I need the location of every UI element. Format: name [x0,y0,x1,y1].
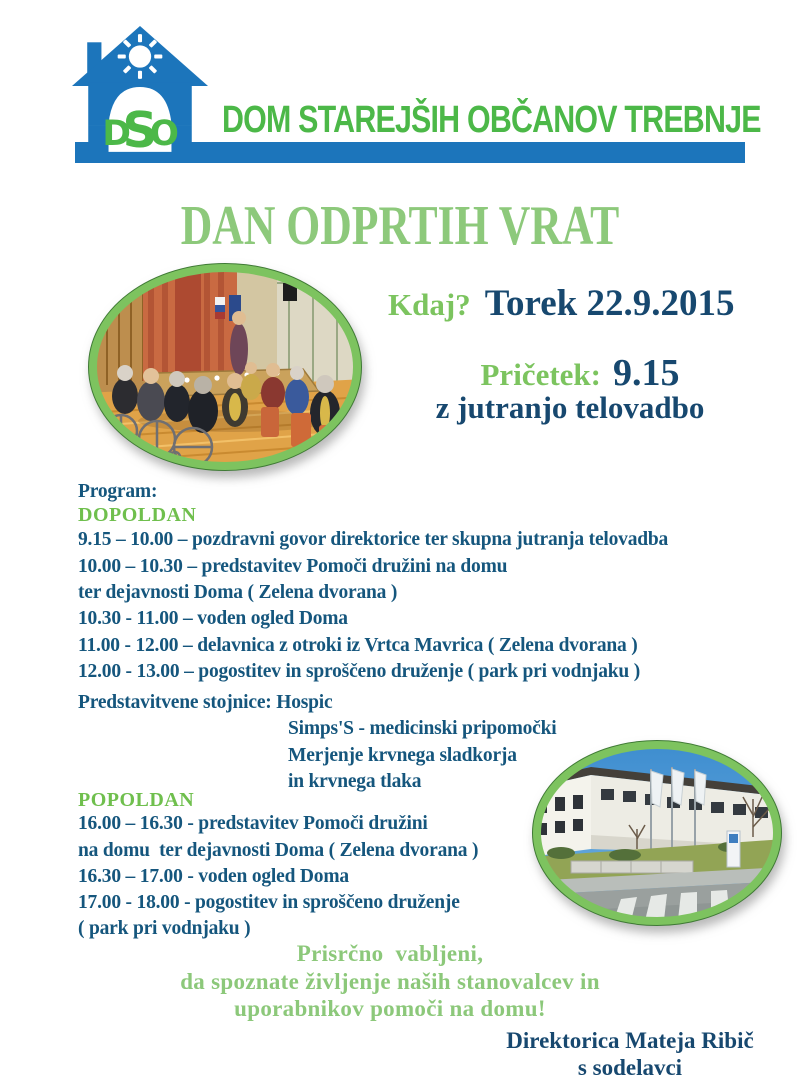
schedule-line: ter dejavnosti Doma ( Zelena dvorana ) [78,582,398,603]
invitation-line: da spoznate življenje naših stanovalcev in [180,968,600,994]
schedule-line: 12.00 - 13.00 – pogostitev in sproščeno druženje ( park pri vodnjaku ) [78,661,641,682]
stand-item: Merjenje krvnega sladkorja [288,745,517,766]
invitation-line: Prisrčno vabljeni, [296,941,484,966]
event-date-row [388,282,734,325]
when-value: Torek 22.9.2015 [484,283,735,324]
schedule-line: 17.00 - 18.00 - pogostitev in sproščeno druženje [78,892,460,913]
invitation-line: uporabnikov pomoči na domu! [234,996,546,1021]
logo-letter-o: O [149,113,180,154]
start-label: Pričetek: [480,357,601,392]
schedule-line: 16.00 – 16.30 - predstavitev Pomoči družini [78,813,428,834]
stands-heading: Predstavitvene stojnice: Hospic [78,692,333,713]
stand-item: Simps'S - medicinski pripomočki [288,718,557,739]
schedule-line: 9.15 – 10.00 – pozdravni govor direktorice ter skupna jutranja telovadba [78,529,669,550]
info-sign [727,831,740,867]
start-time-row [420,351,740,395]
sun-icon [118,34,163,79]
logo-letter-s: S [122,102,158,154]
stand-item: in krvnega tlaka [288,771,422,792]
schedule-line: ( park pri vodnjaku ) [78,918,251,939]
white-flags [651,769,706,807]
morning-label: DOPOLDAN [78,504,197,526]
program-heading: Program: [78,481,158,502]
schedule-line: na domu ter dejavnosti Doma ( Zelena dvorana ) [78,840,479,861]
logo-letter-d: D [102,113,131,154]
organization-name: DOM STAREJŠIH OBČANOV TREBNJE [222,99,761,141]
schedule-line: 11.00 - 12.00 – delavnica z otroki iz Vrtca Mavrica ( Zelena dvorana ) [78,635,638,656]
schedule-line: 10.00 – 10.30 – predstavitev Pomoči družini na domu [78,556,508,577]
schedule-line: 16.30 – 17.00 - voden ogled Doma [78,866,349,887]
start-note: z jutranjo telovadbo [435,390,705,425]
schedule-line: 10.30 - 11.00 – voden ogled Doma [78,608,348,629]
planter-wall [571,861,693,873]
dso-house-logo-icon [72,26,208,154]
when-label: Kdaj? [388,287,471,322]
start-time: 9.15 [612,352,680,394]
signature-note: s sodelavci [577,1055,683,1080]
care-home-building-photo [529,737,785,929]
page-title: DAN ODPRTIH VRAT [180,195,620,257]
signature-name: Direktorica Mateja Ribič [506,1028,754,1053]
residents-activity-room-photo [85,261,365,473]
afternoon-label: POPOLDAN [78,789,195,811]
signature-block [460,1027,800,1081]
invitation-text [90,940,690,1023]
